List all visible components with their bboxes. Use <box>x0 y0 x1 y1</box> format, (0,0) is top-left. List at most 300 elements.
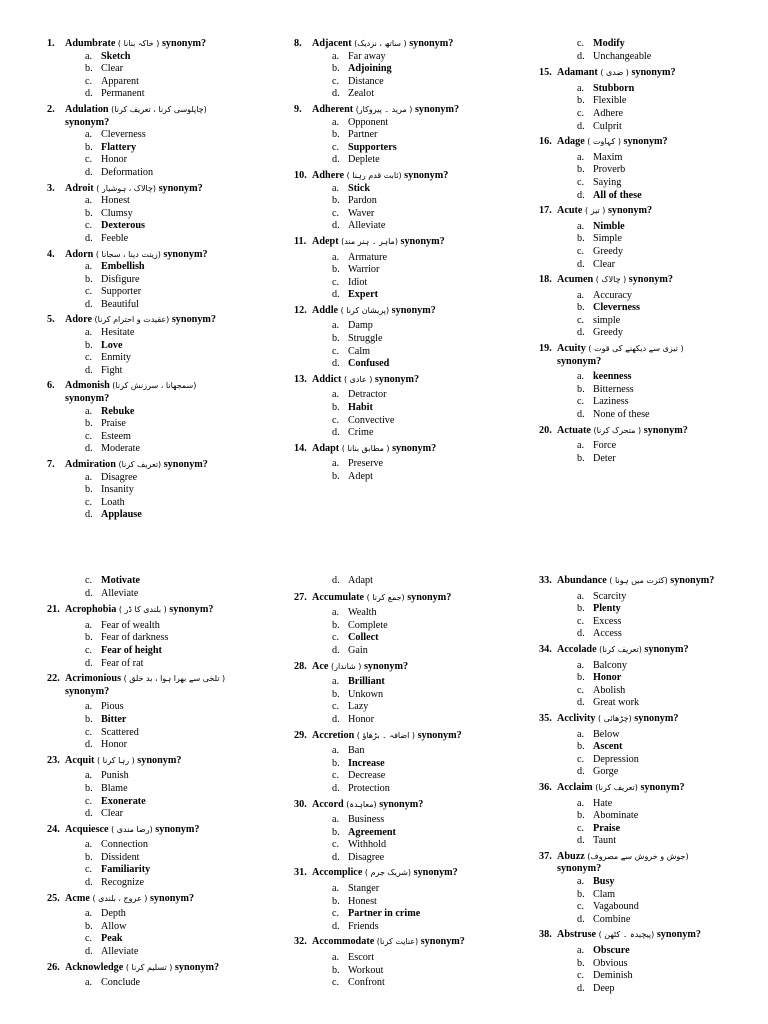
answer-option <box>577 810 764 823</box>
option-letter: b. <box>332 63 340 75</box>
option-text: Taunt <box>593 835 617 847</box>
option-text: Crime <box>348 427 374 439</box>
option-letter: a. <box>577 82 585 94</box>
option-letter: c. <box>577 753 585 765</box>
question-number: 9. <box>294 103 302 115</box>
options-list <box>47 261 277 311</box>
question-item <box>539 136 764 202</box>
question-word: Acclaim <box>557 781 593 793</box>
answer-option <box>85 714 277 727</box>
option-letter: b. <box>85 207 93 219</box>
answer-option <box>85 352 277 365</box>
answer-option <box>85 129 277 142</box>
option-letter: b. <box>577 95 585 107</box>
question-item <box>539 274 764 340</box>
option-text: Apparent <box>101 75 139 87</box>
urdu-meaning: (عنایت کرنا) <box>376 937 419 947</box>
option-text: Clear <box>101 808 124 820</box>
bottom-column-3 <box>539 575 764 998</box>
answer-option <box>85 658 277 671</box>
option-letter: d. <box>332 644 340 656</box>
option-letter: a. <box>85 839 93 851</box>
option-text: Greedy <box>593 327 623 339</box>
option-text: Agreement <box>348 826 396 838</box>
option-letter: b. <box>332 195 340 207</box>
options-list <box>294 745 524 795</box>
question-title <box>47 824 277 837</box>
options-list <box>539 876 764 926</box>
question-number: 19. <box>539 343 552 355</box>
option-letter: b. <box>85 484 93 496</box>
option-letter: b. <box>577 672 585 684</box>
option-text: Scarcity <box>593 590 627 602</box>
option-text: Unchangeable <box>593 50 652 62</box>
option-letter: d. <box>577 120 585 132</box>
question-item <box>294 170 524 233</box>
option-text: Adept <box>348 471 373 482</box>
answer-option <box>332 252 524 265</box>
answer-option <box>332 575 524 588</box>
option-text: Brilliant <box>348 676 385 688</box>
answer-option <box>577 440 764 453</box>
option-letter: a. <box>332 458 340 470</box>
question-suffix: synonym? <box>161 38 207 49</box>
option-letter: a. <box>577 440 585 452</box>
option-text: Fear of rat <box>101 657 144 669</box>
option-letter: b. <box>332 964 340 976</box>
question-suffix: synonym? <box>644 643 689 655</box>
question-title <box>47 249 277 262</box>
question-number: 38. <box>539 929 552 941</box>
answer-option <box>85 509 277 522</box>
option-text: All of these <box>593 189 642 201</box>
answer-option <box>577 823 764 836</box>
option-text: Obvious <box>593 957 628 969</box>
question-number: 7. <box>47 459 55 470</box>
option-letter: b. <box>85 782 93 794</box>
option-letter: b. <box>577 164 585 176</box>
urdu-meaning: ( متحرک کرنا) <box>593 425 642 435</box>
question-word: Acrophobia <box>65 604 117 616</box>
answer-option <box>85 839 277 852</box>
question-title <box>47 755 277 768</box>
option-text: Partner <box>348 129 378 141</box>
answer-option <box>85 406 277 419</box>
options-list <box>47 770 277 820</box>
option-text: Decrease <box>348 770 386 782</box>
option-text: Hesitate <box>101 327 135 339</box>
option-text: Alleviate <box>101 587 139 599</box>
question-item <box>539 782 764 848</box>
answer-option <box>332 758 524 771</box>
option-text: Disagree <box>348 851 385 863</box>
question-word: Acclivity <box>557 712 596 724</box>
question-suffix: synonym? <box>163 248 208 260</box>
answer-option <box>332 346 524 359</box>
bottom-column-2 <box>294 575 524 993</box>
option-text: Recognize <box>101 877 144 889</box>
question-title <box>539 929 764 942</box>
option-letter: a. <box>332 116 340 128</box>
option-letter: c. <box>332 632 340 644</box>
answer-option <box>85 286 277 299</box>
option-text: Embellish <box>101 261 145 273</box>
option-text: Stubborn <box>593 82 635 94</box>
option-text: Stanger <box>348 883 380 895</box>
option-letter: a. <box>332 607 340 619</box>
option-text: Disagree <box>101 471 138 483</box>
answer-option <box>332 827 524 840</box>
urdu-meaning: (تعریف کرنا) <box>599 644 642 654</box>
option-letter: d. <box>85 808 93 820</box>
question-title <box>294 592 524 605</box>
option-letter: a. <box>332 320 340 332</box>
option-text: Deformation <box>101 166 154 178</box>
question-number: 35. <box>539 712 552 724</box>
question-item <box>47 249 277 312</box>
option-letter: a. <box>332 676 340 688</box>
options-list <box>294 952 524 990</box>
options-list <box>294 389 524 439</box>
option-letter: d. <box>85 587 93 599</box>
option-letter: b. <box>85 632 93 644</box>
question-title <box>47 673 277 686</box>
option-text: keenness <box>593 371 632 383</box>
options-list <box>294 458 524 483</box>
options-list <box>539 591 764 641</box>
answer-option <box>577 190 764 203</box>
answer-option <box>577 729 764 742</box>
question-title <box>294 38 524 51</box>
urdu-meaning: ( رہا کرنا ) <box>96 755 135 765</box>
option-letter: a. <box>85 770 93 782</box>
option-letter: d. <box>332 88 340 100</box>
option-letter: c. <box>85 575 93 586</box>
option-text: Rebuke <box>101 405 135 417</box>
option-text: Love <box>101 339 123 351</box>
option-text: Convective <box>348 414 395 426</box>
option-text: Withhold <box>348 839 387 851</box>
question-word: Adapt <box>312 442 340 454</box>
top-column-1 <box>47 38 277 525</box>
option-letter: d. <box>577 913 585 925</box>
urdu-meaning: ( چالاک ) <box>595 275 627 285</box>
answer-option <box>85 76 277 89</box>
answer-option <box>332 389 524 402</box>
answer-option <box>85 220 277 233</box>
question-word: Acute <box>557 205 583 217</box>
option-text: Wealth <box>348 607 377 619</box>
question-title <box>539 782 764 795</box>
options-list <box>47 620 277 670</box>
urdu-meaning: (جمع کرنا ) <box>366 592 405 602</box>
question-suffix: synonym? <box>414 103 460 115</box>
option-text: Confused <box>348 358 390 370</box>
question-title <box>294 104 524 117</box>
option-letter: b. <box>332 333 340 345</box>
answer-option <box>85 739 277 752</box>
option-text: Honor <box>348 713 375 725</box>
answer-option <box>577 754 764 767</box>
options-list <box>47 129 277 179</box>
options-list <box>47 51 277 101</box>
answer-option <box>85 645 277 658</box>
answer-option <box>332 320 524 333</box>
answer-option <box>85 327 277 340</box>
option-text: Struggle <box>348 333 383 345</box>
option-text: Force <box>593 440 617 452</box>
urdu-meaning: (چالاک ، ہوشیار ) <box>96 183 157 193</box>
question-item <box>47 38 277 101</box>
options-list <box>539 729 764 779</box>
option-text: Deplete <box>348 154 380 166</box>
question-suffix: synonym? <box>607 205 653 217</box>
answer-option <box>85 261 277 274</box>
question-title <box>539 67 764 80</box>
option-text: Waver <box>348 207 375 219</box>
question-number: 12. <box>294 304 307 316</box>
option-text: Ban <box>348 745 365 757</box>
answer-option <box>85 877 277 890</box>
option-text: Flexible <box>593 95 627 107</box>
option-letter: d. <box>577 50 585 62</box>
question-title <box>294 730 524 743</box>
answer-option <box>577 672 764 685</box>
question-suffix: synonym? <box>171 314 217 326</box>
option-letter: c. <box>332 345 340 357</box>
option-letter: a. <box>332 389 340 401</box>
answer-option <box>85 274 277 287</box>
question-suffix: synonym? <box>670 575 715 586</box>
option-text: Blame <box>101 782 128 794</box>
answer-option <box>85 632 277 645</box>
option-letter: d. <box>332 575 340 586</box>
option-text: Gorge <box>593 766 619 778</box>
options-list <box>294 320 524 370</box>
option-text: Access <box>593 628 622 640</box>
option-letter: b. <box>85 273 93 285</box>
option-text: Familiarity <box>101 864 151 876</box>
option-letter: c. <box>332 207 340 219</box>
option-text: Deep <box>593 982 615 994</box>
answer-option <box>85 933 277 946</box>
option-text: Applause <box>101 509 142 521</box>
urdu-meaning: (ثابت قدم رہنا ) <box>346 170 402 180</box>
answer-option <box>577 616 764 629</box>
answer-option <box>577 409 764 422</box>
question-number: 29. <box>294 729 307 741</box>
urdu-meaning: ( تیز ) <box>585 206 606 216</box>
question-continuation: synonym? <box>65 116 110 128</box>
question-item <box>47 962 277 990</box>
answer-option <box>577 835 764 848</box>
answer-option <box>577 876 764 889</box>
option-text: Disfigure <box>101 273 140 285</box>
urdu-meaning: (شریک جرم ) <box>364 868 412 878</box>
option-letter: d. <box>577 766 585 778</box>
option-letter: a. <box>577 659 585 671</box>
question-title <box>294 170 524 183</box>
question-item <box>47 673 277 752</box>
question-suffix: synonym? <box>149 892 195 904</box>
options-list <box>47 195 277 245</box>
question-item <box>47 183 277 246</box>
answer-option <box>577 121 764 134</box>
options-list <box>47 701 277 751</box>
question-suffix: synonym? <box>623 136 668 148</box>
urdu-meaning: (رضا مندی ) <box>111 824 153 834</box>
option-letter: c. <box>332 276 340 288</box>
option-text: Zealot <box>348 88 375 100</box>
question-title <box>294 374 524 387</box>
option-text: Clear <box>593 258 616 270</box>
option-text: Honest <box>101 195 130 207</box>
option-text: Modify <box>593 38 625 49</box>
top-column-3 <box>539 38 764 468</box>
option-letter: c. <box>85 795 93 807</box>
question-word: Ace <box>312 660 329 672</box>
option-letter: d. <box>85 88 93 100</box>
question-number: 15. <box>539 67 552 79</box>
option-text: Deminish <box>593 970 633 982</box>
question-number: 18. <box>539 274 552 286</box>
answer-option <box>332 783 524 796</box>
option-text: Deter <box>593 452 616 464</box>
answer-option <box>577 970 764 983</box>
answer-option <box>577 591 764 604</box>
option-letter: b. <box>577 452 585 464</box>
answer-option <box>332 689 524 702</box>
option-letter: c. <box>577 396 585 408</box>
question-word: Acrimonious <box>65 673 122 685</box>
option-letter: c. <box>332 701 340 713</box>
question-item <box>294 592 524 658</box>
option-letter: c. <box>85 864 93 876</box>
question-suffix: synonym? <box>631 67 676 79</box>
option-letter: d. <box>85 166 93 178</box>
urdu-meaning: ( تسلیم کرنا ) <box>125 962 173 972</box>
answer-option <box>85 770 277 783</box>
question-word: Accommodate <box>312 936 375 948</box>
answer-option <box>85 796 277 809</box>
answer-option <box>332 458 524 471</box>
option-text: Accuracy <box>593 289 633 301</box>
option-text: Supporters <box>348 141 397 153</box>
question-number: 4. <box>47 248 55 260</box>
answer-option <box>85 443 277 456</box>
question-number: 8. <box>294 38 302 49</box>
option-letter: b. <box>85 713 93 725</box>
option-text: Honor <box>101 739 128 751</box>
options-list <box>539 945 764 995</box>
question-number: 17. <box>539 205 552 217</box>
question-title <box>47 380 277 393</box>
question-word: Adore <box>65 314 92 326</box>
question-number: 36. <box>539 781 552 793</box>
answer-option <box>85 977 277 990</box>
question-number: 37. <box>539 850 552 862</box>
option-letter: c. <box>577 615 585 627</box>
option-letter: b. <box>85 418 93 430</box>
question-word: Adamant <box>557 67 598 79</box>
option-text: Honor <box>593 672 622 684</box>
question-word: Accolade <box>557 643 597 655</box>
question-word: Adage <box>557 136 585 148</box>
answer-option <box>577 914 764 927</box>
answer-option <box>85 472 277 485</box>
question-number: 2. <box>47 103 55 115</box>
answer-option <box>85 431 277 444</box>
urdu-meaning: ( عروج ، بلندی ) <box>92 893 148 903</box>
options-list <box>47 977 277 990</box>
option-text: Honest <box>348 895 377 907</box>
option-letter: b. <box>577 233 585 245</box>
option-text: Unkown <box>348 688 384 700</box>
option-text: Maxim <box>593 151 623 163</box>
question-number: 5. <box>47 314 55 326</box>
answer-option <box>85 588 277 601</box>
question-title <box>47 604 277 617</box>
option-text: Plenty <box>593 603 621 615</box>
question-title <box>539 425 764 438</box>
question-item <box>294 936 524 989</box>
question-item <box>294 104 524 167</box>
question-word: Adept <box>312 235 339 247</box>
question-title <box>539 713 764 726</box>
answer-option <box>577 177 764 190</box>
question-number: 1. <box>47 38 55 49</box>
answer-option <box>577 983 764 996</box>
option-text: Adhere <box>593 107 623 119</box>
option-text: Business <box>348 814 385 826</box>
urdu-meaning: (کثرت میں ہونا ) <box>609 576 668 585</box>
option-letter: a. <box>577 371 585 383</box>
answer-option <box>332 183 524 196</box>
option-letter: b. <box>332 619 340 631</box>
question-word: Acuity <box>557 343 586 355</box>
option-letter: c. <box>577 245 585 257</box>
answer-option <box>332 852 524 865</box>
question-suffix: synonym? <box>363 660 409 672</box>
option-letter: d. <box>577 189 585 201</box>
options-list <box>47 472 277 522</box>
question-item <box>47 604 277 670</box>
question-suffix: synonym? <box>392 442 437 454</box>
option-letter: a. <box>85 195 93 207</box>
question-item <box>294 38 524 101</box>
answer-option <box>85 946 277 959</box>
option-text: Honor <box>101 154 128 166</box>
option-text: Exonerate <box>101 795 146 807</box>
answer-option <box>85 154 277 167</box>
question-word: Abstruse <box>557 929 597 941</box>
answer-option <box>577 945 764 958</box>
question-suffix: synonym? <box>158 182 203 194</box>
option-letter: b. <box>85 339 93 351</box>
option-letter: c. <box>577 901 585 913</box>
continued-options <box>47 575 277 600</box>
answer-option <box>332 289 524 302</box>
option-letter: a. <box>85 261 93 273</box>
question-item <box>294 730 524 796</box>
option-text: Vagabound <box>593 901 639 913</box>
answer-option <box>85 727 277 740</box>
answer-option <box>332 632 524 645</box>
option-letter: a. <box>85 327 93 339</box>
urdu-meaning: (پیچیدہ ۔ کٹھن ) <box>598 930 655 940</box>
option-letter: c. <box>332 908 340 920</box>
options-list <box>539 371 764 421</box>
